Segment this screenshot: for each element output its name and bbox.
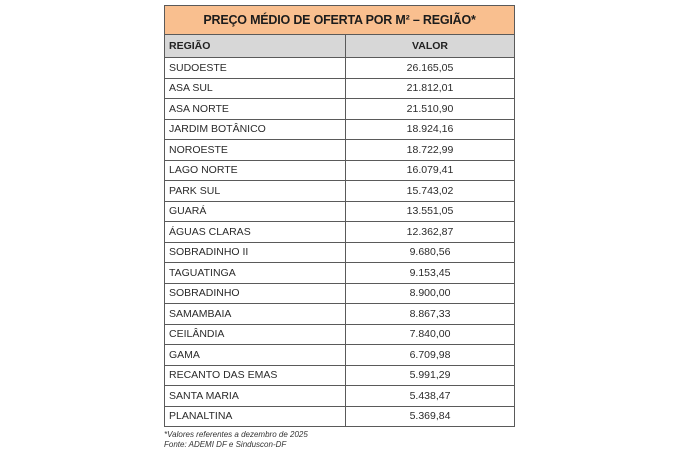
column-header-region: REGIÃO [165,35,346,58]
region-cell: PLANALTINA [165,406,346,427]
table-row [165,263,515,284]
region-cell: ASA SUL [165,78,346,99]
region-cell: TAGUATINGA [165,263,346,284]
value-cell: 6.709,98 [346,345,515,366]
footnote-source: Fonte: ADEMI DF e Sinduscon-DF [164,440,287,449]
table-row [165,201,515,222]
value-cell: 5.438,47 [346,386,515,407]
region-cell: SOBRADINHO [165,283,346,304]
table-row [165,78,515,99]
table-row [165,181,515,202]
region-cell: GAMA [165,345,346,366]
price-table [164,5,515,427]
region-cell: RECANTO DAS EMAS [165,365,346,386]
header-row [165,35,515,58]
table-row [165,99,515,120]
region-cell: NOROESTE [165,140,346,161]
value-cell: 16.079,41 [346,160,515,181]
table-body [165,58,515,427]
table-row [165,283,515,304]
region-cell: CEILÂNDIA [165,324,346,345]
table-row [165,386,515,407]
price-table-container [164,5,514,427]
value-cell: 9.680,56 [346,242,515,263]
value-cell: 8.867,33 [346,304,515,325]
value-cell: 18.924,16 [346,119,515,140]
table-row [165,304,515,325]
value-cell: 26.165,05 [346,58,515,79]
footnote-date: *Valores referentes a dezembro de 2025 [164,430,308,439]
value-cell: 9.153,45 [346,263,515,284]
value-cell: 13.551,05 [346,201,515,222]
value-cell: 5.991,29 [346,365,515,386]
region-cell: GUARÁ [165,201,346,222]
table-row [165,140,515,161]
region-cell: SANTA MARIA [165,386,346,407]
value-cell: 15.743,02 [346,181,515,202]
value-cell: 7.840,00 [346,324,515,345]
title-row [165,6,515,35]
column-header-value: VALOR [346,35,515,58]
table-row [165,406,515,427]
value-cell: 12.362,87 [346,222,515,243]
table-row [165,365,515,386]
value-cell: 18.722,99 [346,140,515,161]
table-row [165,119,515,140]
value-cell: 21.812,01 [346,78,515,99]
region-cell: ASA NORTE [165,99,346,120]
region-cell: JARDIM BOTÂNICO [165,119,346,140]
region-cell: PARK SUL [165,181,346,202]
table-title: PREÇO MÉDIO DE OFERTA POR M² – REGIÃO* [165,6,515,35]
table-row [165,242,515,263]
table-row [165,345,515,366]
region-cell: SAMAMBAIA [165,304,346,325]
table-row [165,324,515,345]
region-cell: ÁGUAS CLARAS [165,222,346,243]
value-cell: 8.900,00 [346,283,515,304]
region-cell: LAGO NORTE [165,160,346,181]
value-cell: 5.369,84 [346,406,515,427]
value-cell: 21.510,90 [346,99,515,120]
table-row [165,160,515,181]
footnotes [164,430,308,450]
region-cell: SUDOESTE [165,58,346,79]
region-cell: SOBRADINHO II [165,242,346,263]
table-row [165,222,515,243]
table-row [165,58,515,79]
